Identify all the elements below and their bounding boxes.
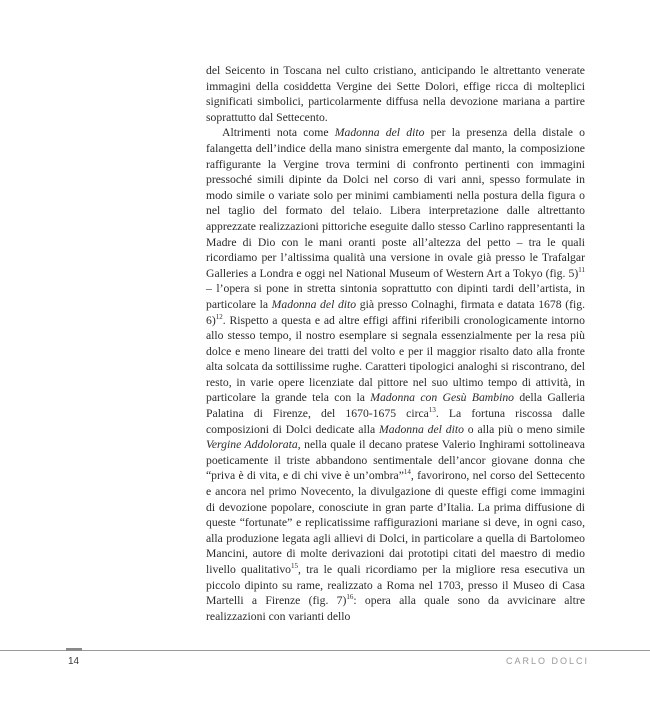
text-run: della Galleria Palatina di Firenze, del 1670-1675 circa (206, 391, 585, 421)
artwork-title: Madonna del dito (271, 297, 357, 311)
text-run: : opera alla quale sono da avvicinare altre realizzazioni con varianti dello (206, 594, 586, 623)
footer-divider (0, 650, 650, 651)
text-run: . La fortuna riscossa dalle composizioni di Dolci dedicate alla (206, 407, 585, 436)
text-run: Altrimenti nota come (222, 126, 335, 140)
footnote-ref: 15 (291, 562, 299, 571)
text-run: . Rispetto a questa e ad altre effigi affini riferibili cronologicamente intorno allo stesso tempo, il nostro esemplare si segnala essenzialmente per la resa più dolce e meno lineare dei tratti del volto e per il maggior risalto dato alla fronte alta solcata da sottilissime rughe. Caratteri tipologici analoghi si riscontrano, del resto, in varie opere licenziate dal pittore nel suo ultimo tempo di attività, in particolare la grande tela con la (206, 313, 585, 405)
running-head: CARLO DOLCI (505, 656, 589, 666)
text-run: , favorirono, nel corso del Settecento e ancora nel primo Novecento, la divulgazione di queste effigi come immagini di devozione popolare, conosciute in gran parte d’Italia. La prima diffusione di queste “fortunate” e replicatissime raffigurazioni mariane si deve, in ogni caso, alla produzione legata agli allievi di Dolci, in particolare a quella di Bartolomeo Mancini, autore di molte derivazioni dai prototipi citati del maestro di medio livello qualitativo (206, 469, 585, 576)
paragraph-continuation: del Seicento in Toscana nel culto cristiano, anticipando le altrettanto venerate immagini della cosiddetta Vergine dei Sette Dolori, effige ricca di molteplici significati simbolici, particolarmente diffusa nella devozione mariana a partire soprattutto dal Settecento. (206, 64, 585, 124)
paragraph-madonna-del-dito (206, 125, 585, 624)
footer-page-marker (66, 648, 82, 651)
footnote-ref: 12 (215, 312, 223, 321)
text-run: , nella quale il decano pratese Valerio Inghirami sottolineava poeticamente il triste abbandono sentimentale dell’ancor giovane donna che “priva è di vita, e di chi vive è un’ombra” (206, 438, 585, 483)
footnote-ref: 13 (428, 406, 436, 415)
artwork-title: Madonna del dito (379, 422, 464, 436)
text-run: – l’opera si pone in stretta sintonia soprattutto con dipinti tardi dell’artista, in particolare la (206, 282, 585, 311)
artwork-title: Madonna con Gesù Bambino (370, 391, 515, 405)
artwork-title: Vergine Addolorata (206, 438, 298, 452)
text-run: per la presenza della distale o falangetta dell’indice della mano sinistra emergente dal manto, la composizione raffigurante la Vergine trova termini di confronto pertinenti con immagini pressoché simili dipinte da Dolci nel corso di vari anni, spesso formulate in modo simile o variate solo per minimi cambiamenti nella postura della figura o nel taglio del formato del telaio. Libera interpretazione dalle altrettanto apprezzate realizzazioni pittoriche eseguite dallo stesso Carlino rappresentanti la Madre di Dio con le mani oranti poste all’altezza del petto – tra le quali ricordiamo per l’altissima qualità una versione in ovale già presso le Trafalgar Galleries a Londra e oggi nel National Museum of Western Art a Tokyo (fig. 5) (206, 126, 585, 280)
footnote-ref: 14 (403, 468, 411, 477)
page-number: 14 (68, 656, 80, 667)
artwork-title: Madonna del dito (334, 126, 425, 140)
footnote-ref: 11 (578, 265, 585, 274)
text-run: , tra le quali ricordiamo per la migliore resa esecutiva un piccolo dipinto su rame, realizzato a Roma nel 1703, presso il Museo di Casa Martelli a Firenze (fig. 7) (206, 563, 585, 608)
body-text (206, 63, 585, 624)
text-run: già presso Colnaghi, firmata e datata 1678 (fig. 6) (206, 297, 585, 327)
text-run: o alla più o meno simile (463, 422, 585, 436)
footnote-ref: 16 (346, 593, 354, 602)
